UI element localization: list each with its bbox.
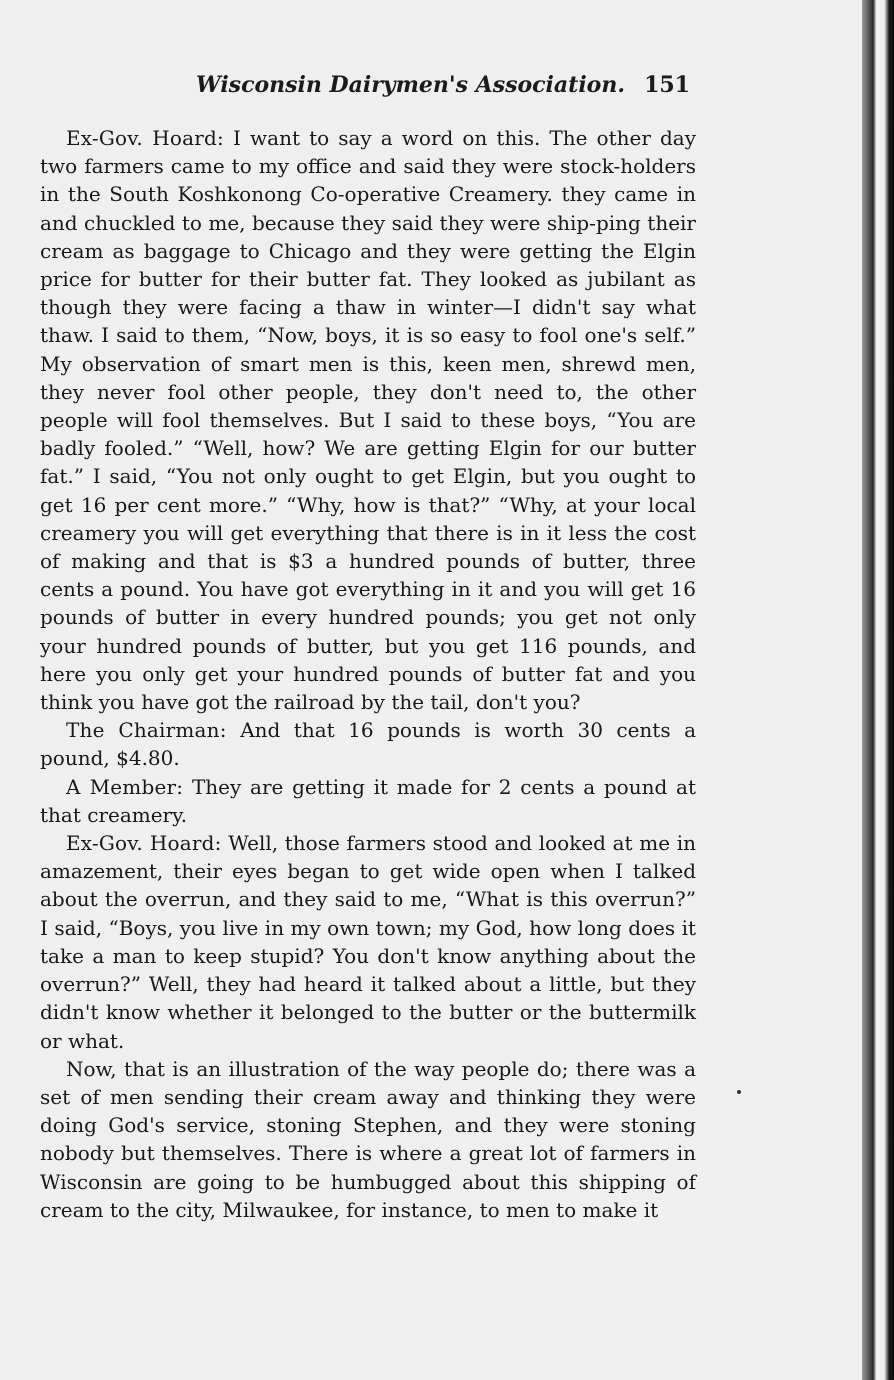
speaker-label: A Member: (66, 774, 184, 799)
running-title: Wisconsin Dairymen's Association. (196, 72, 626, 98)
speaker-label: The Chairman: (66, 718, 227, 743)
paragraph-text: Well, those farmers stood and looked at me in amazement, their eyes began to get wide open when I talked about the overrun, and they said to me, “What is this overrun?” I said, “Boys, you live in my own town; my God, how long does it take a man to keep stupid? You don't know anything about the overrun?” Well, they had heard it talked about a little, but they didn't know whether it belonged to the butter or the buttermilk or what. (40, 831, 696, 1053)
paragraph-text: And that 16 pounds is worth 30 cents a pound, $4.80. (40, 718, 697, 771)
page-speck (737, 1090, 741, 1094)
paragraph-text: They are getting it made for 2 cents a pound at that creamery. (40, 774, 696, 827)
paragraph-text: I want to say a word on this. The other day two farmers came to my office and said they were stock-holders in the South Koshkonong Co-operative Creamery. they came in and chuckled to me, because they said they were ship-ping their cream as baggage to Chicago and they were getting the Elgin price for butter for their butter fat. They looked as jubilant as though they were facing a thaw in winter—I didn't say what thaw. I said to them, “Now, boys, it is so easy to fool one's self.” My observation of smart men is this, keen men, shrewd men, they never fool other people, they don't need to, the other people will fool themselves. But I said to these boys, “You are badly fooled.” “Well, how? We are getting Elgin for our butter fat.” I said, “You not only ought to get Elgin, but you ought to get 16 per cent more.” “Why, how is that?” “Why, at your local creamery you will get everything that there is in it less the cost of making and that is $3 a hundred pounds of butter, three cents a pound. You have got everything in it and you will get 16 pounds of butter in every hundred pounds; you get not only your hundred pounds of butter, but you get 116 pounds, and here you only get your hundred pounds of butter fat and you think you have got the railroad by the tail, don't you? (40, 126, 696, 715)
paragraph (40, 124, 696, 716)
paragraph (40, 773, 696, 829)
page-number: 151 (644, 72, 690, 98)
paragraph (40, 829, 696, 1055)
running-header (196, 72, 696, 106)
paragraph-text: Now, that is an illustration of the way people do; there was a set of men sending their cream away and thinking they were doing God's service, stoning Stephen, and they were stoning nobody but themselves. There is where a great lot of farmers in Wisconsin are going to be humbugged about this shipping of cream to the city, Milwaukee, for instance, to men to make it (40, 1056, 696, 1222)
paragraph (40, 716, 696, 772)
speaker-label: Ex-Gov. Hoard: (66, 126, 224, 150)
book-binding-edge (862, 0, 894, 1380)
speaker-label: Ex-Gov. Hoard: (66, 831, 222, 856)
paragraph (40, 1055, 696, 1224)
body-text (40, 124, 696, 1224)
